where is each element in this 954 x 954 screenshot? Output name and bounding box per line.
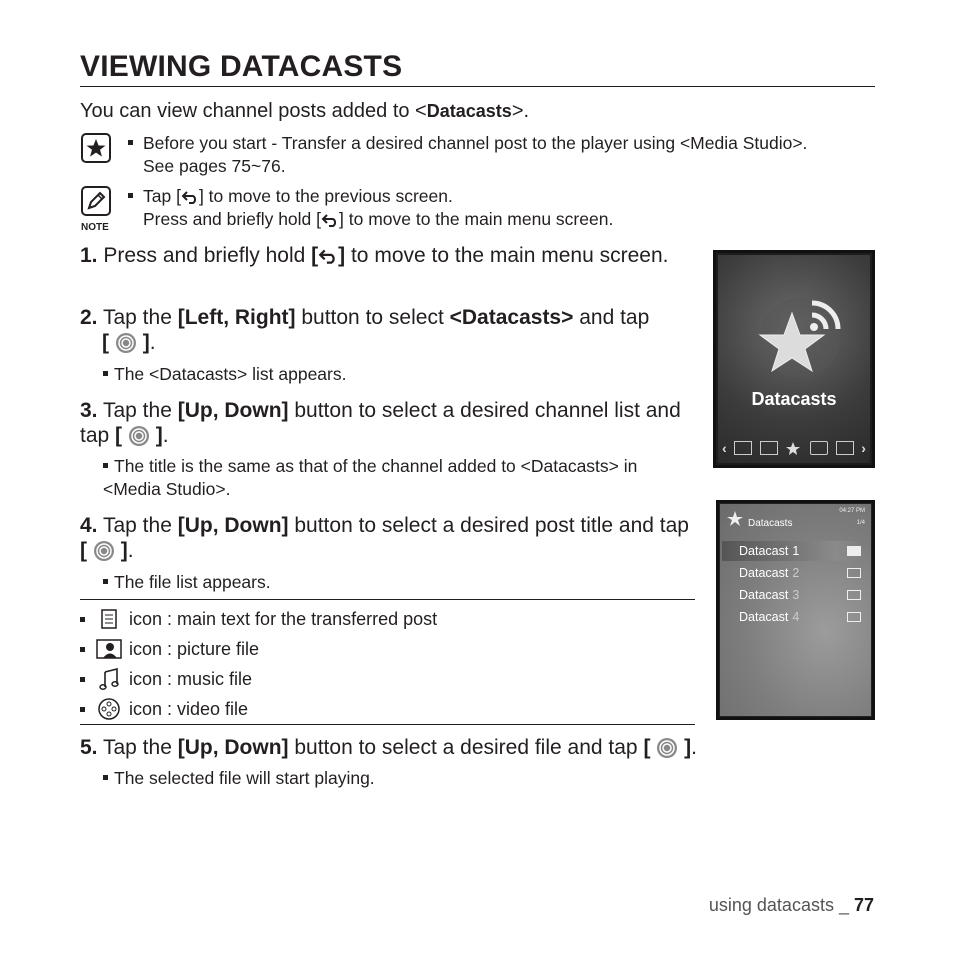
select-button-icon [656, 737, 678, 759]
legend-top-rule [80, 599, 695, 600]
legend-bottom-rule [80, 724, 695, 725]
bullet-icon [80, 707, 85, 712]
step-5-note: The selected file will start playing. [103, 767, 375, 790]
icon-legend [80, 604, 695, 724]
bullet-icon [103, 579, 108, 584]
back-arrow-icon [318, 248, 338, 264]
step-3-note: The title is the same as that of the channel added to <Datacasts> in <Media Studio>. [103, 456, 638, 499]
tools-menu-icon [810, 441, 828, 455]
bullet-icon [128, 193, 133, 198]
device-main-menu-screen [713, 250, 875, 468]
select-button-icon [128, 425, 150, 447]
datacasts-menu-icon [785, 439, 803, 457]
chevron-right-icon: › [861, 440, 866, 456]
list-title: Datacasts [748, 518, 793, 529]
note-label: NOTE [81, 222, 109, 233]
folder-icon [847, 590, 861, 600]
clock-readout: 04:27 PM [839, 508, 865, 514]
chevron-left-icon: ‹ [722, 440, 727, 456]
menu-icon-bar [718, 433, 870, 463]
list-item[interactable]: Datacast 3 [722, 585, 863, 605]
list-item[interactable]: Datacast 4 [722, 607, 863, 627]
step-4: 4. Tap the [Up, Down] button to select a desired post title and tap [ ]. [80, 514, 689, 562]
item-counter: 1/4 [856, 520, 865, 526]
step-2: 2. Tap the [Left, Right] button to select <Datacasts> and tap [ ]. [80, 306, 650, 354]
bullet-icon [80, 647, 85, 652]
intro-text: You can view channel posts added to <Datacasts>. [80, 100, 530, 122]
device-datacast-list-screen [716, 500, 875, 720]
bullet-icon [128, 140, 133, 145]
menu-label: Datacasts [751, 389, 837, 409]
music-note-icon [95, 667, 123, 691]
note-text: Tap [ ] to move to the previous screen. Press and briefly hold [ ] to move to the main menu screen. [128, 185, 613, 231]
file-browser-menu-icon [836, 441, 854, 455]
legend-item: icon : main text for the transferred post [80, 604, 695, 634]
step-1: 1. Press and briefly hold [ ] to move to the main menu screen. [80, 244, 669, 267]
step-4-note: The file list appears. [103, 571, 271, 594]
caution-note: Before you start - Transfer a desired channel post to the player using <Media Studio>. See pages 75~76. [128, 132, 828, 178]
title-divider [80, 86, 875, 87]
video-reel-icon [95, 697, 123, 721]
legend-item: icon : picture file [80, 634, 695, 664]
note-pencil-icon [81, 186, 111, 216]
bullet-icon [80, 677, 85, 682]
list-item[interactable]: Datacast 1 [722, 541, 863, 561]
page-title: VIEWING DATACASTS [80, 50, 403, 83]
datacasts-star-icon [726, 510, 744, 528]
legend-item: icon : video file [80, 694, 695, 724]
picture-file-icon [95, 637, 123, 661]
bullet-icon [80, 617, 85, 622]
radio-menu-icon [760, 441, 778, 455]
select-button-icon [93, 540, 115, 562]
folder-icon [847, 612, 861, 622]
picture-menu-icon [734, 441, 752, 455]
step-3: 3. Tap the [Up, Down] button to select a desired channel list and tap [ ]. [80, 399, 681, 447]
datacasts-star-icon [750, 283, 850, 383]
back-arrow-icon [321, 213, 339, 227]
text-document-icon [95, 607, 123, 631]
folder-icon [847, 568, 861, 578]
select-button-icon [115, 332, 137, 354]
star-note-icon [81, 133, 111, 163]
folder-icon [847, 546, 861, 556]
step-2-note: The <Datacasts> list appears. [103, 363, 346, 386]
bullet-icon [103, 371, 108, 376]
list-header [720, 504, 871, 538]
page-footer: using datacasts _ 77 [708, 895, 874, 915]
step-5: 5. Tap the [Up, Down] button to select a desired file and tap [ ]. [80, 736, 697, 759]
bullet-icon [103, 463, 108, 468]
bullet-icon [103, 775, 108, 780]
list-item[interactable]: Datacast 2 [722, 563, 863, 583]
legend-item: icon : music file [80, 664, 695, 694]
back-arrow-icon [181, 190, 199, 204]
